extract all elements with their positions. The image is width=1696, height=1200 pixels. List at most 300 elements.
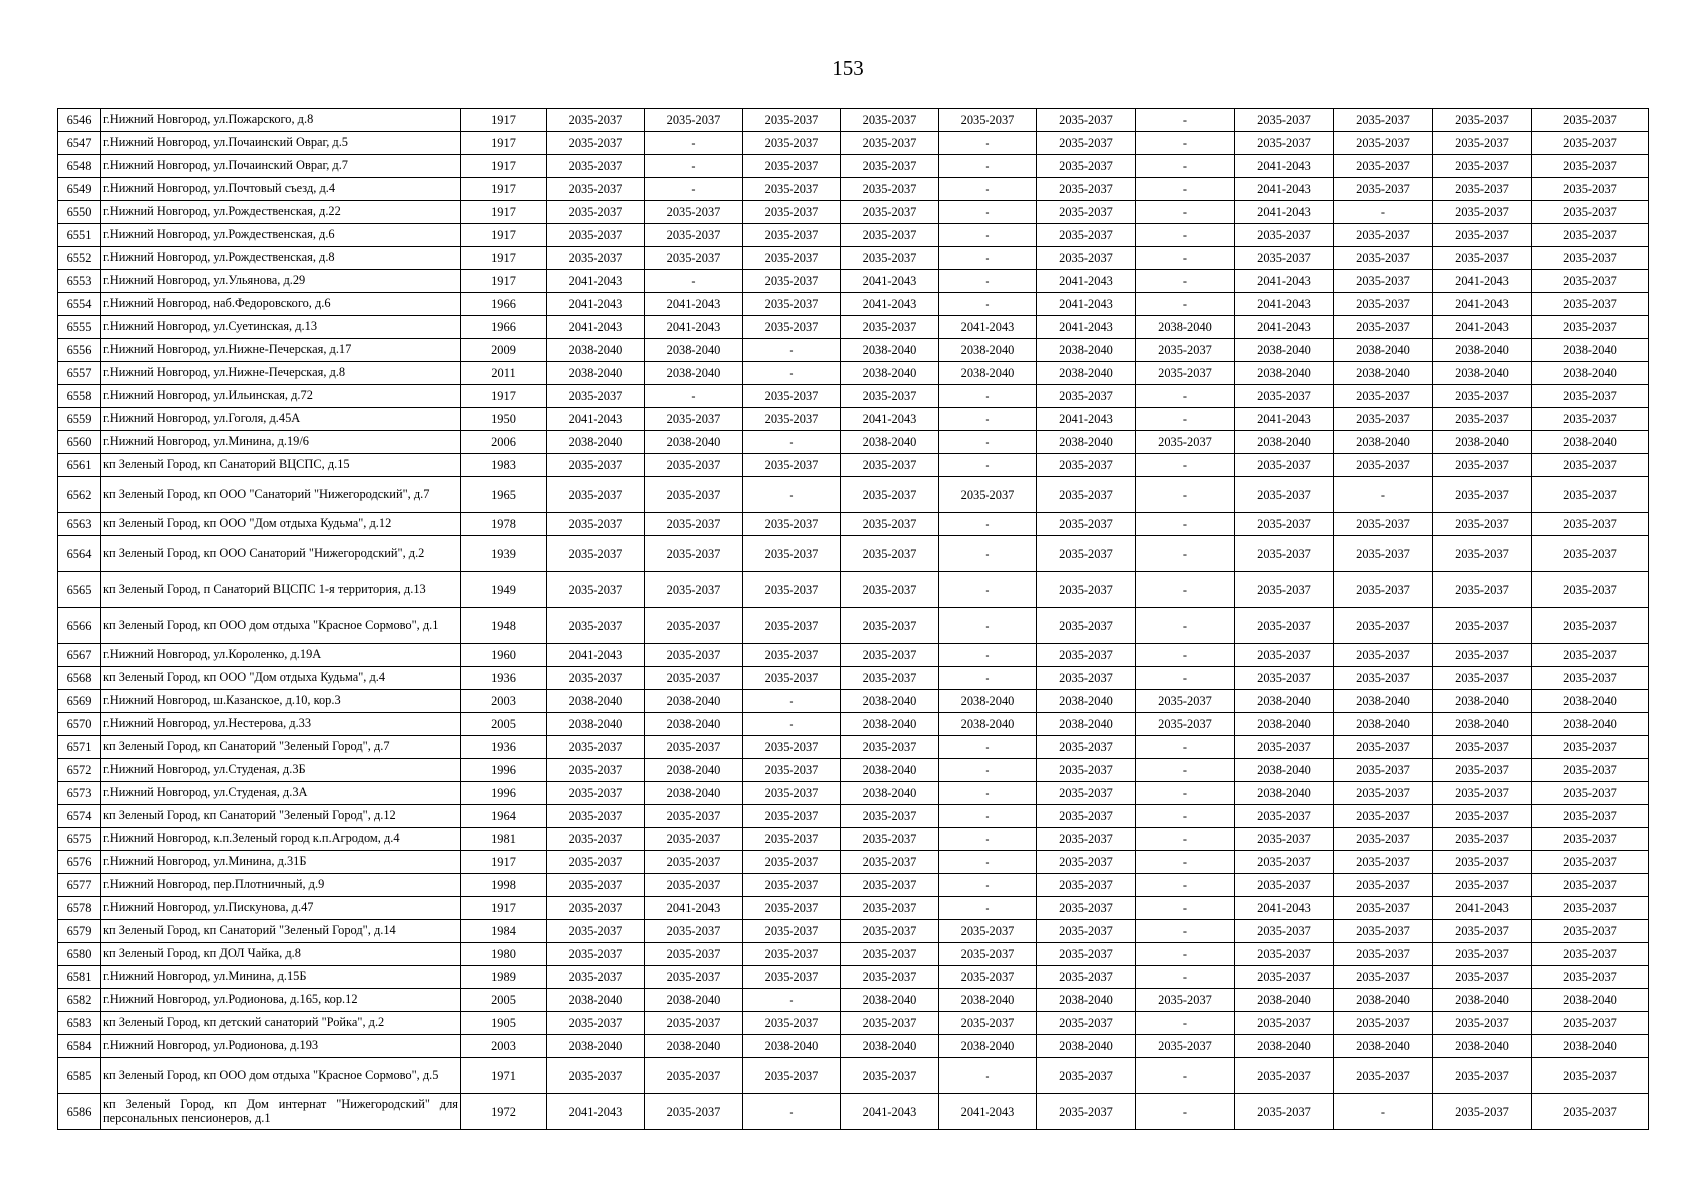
address-cell: г.Нижний Новгород, ул.Гоголя, д.45А <box>101 408 461 431</box>
repair-period-cell: 2035-2037 <box>645 667 743 690</box>
repair-period-cell: - <box>1136 109 1235 132</box>
address-cell: кп Зеленый Город, кп ООО дом отдыха "Красное Сормово", д.1 <box>101 608 461 644</box>
repair-period-cell: 2035-2037 <box>1334 805 1433 828</box>
repair-period-cell: 2035-2037 <box>743 132 841 155</box>
repair-period-cell: - <box>1136 874 1235 897</box>
repair-period-cell: 2035-2037 <box>1235 224 1334 247</box>
repair-period-cell: 2035-2037 <box>1433 536 1532 572</box>
repair-period-cell: 2038-2040 <box>645 782 743 805</box>
year-built-cell: 1905 <box>461 1012 547 1035</box>
table-row <box>58 477 1649 513</box>
year-built-cell: 1917 <box>461 851 547 874</box>
year-built-cell: 1998 <box>461 874 547 897</box>
table-row <box>58 690 1649 713</box>
repair-period-cell: 2035-2037 <box>743 536 841 572</box>
repair-period-cell: 2035-2037 <box>1532 805 1649 828</box>
repair-period-cell: - <box>1136 224 1235 247</box>
year-built-cell: 1936 <box>461 667 547 690</box>
repair-period-cell: 2035-2037 <box>1532 782 1649 805</box>
year-built-cell: 2005 <box>461 989 547 1012</box>
repair-period-cell: 2035-2037 <box>841 572 939 608</box>
repair-period-cell: 2035-2037 <box>1433 782 1532 805</box>
repair-period-cell: 2035-2037 <box>1037 828 1136 851</box>
repair-period-cell: 2038-2040 <box>1334 362 1433 385</box>
row-number-cell: 6559 <box>58 408 101 431</box>
repair-period-cell: 2035-2037 <box>1532 943 1649 966</box>
repair-period-cell: 2035-2037 <box>547 943 645 966</box>
repair-period-cell: 2038-2040 <box>547 431 645 454</box>
repair-period-cell: - <box>939 644 1037 667</box>
repair-period-cell: 2035-2037 <box>1235 874 1334 897</box>
repair-period-cell: 2035-2037 <box>743 897 841 920</box>
repair-period-cell: 2035-2037 <box>1136 362 1235 385</box>
table-row <box>58 759 1649 782</box>
repair-period-cell: - <box>1136 943 1235 966</box>
row-number-cell: 6571 <box>58 736 101 759</box>
table-row <box>58 989 1649 1012</box>
repair-period-cell: 2041-2043 <box>1037 408 1136 431</box>
repair-period-cell: 2038-2040 <box>939 362 1037 385</box>
page-number: 153 <box>832 56 864 80</box>
repair-period-cell: 2035-2037 <box>1037 782 1136 805</box>
repair-period-cell: 2035-2037 <box>1136 431 1235 454</box>
repair-period-cell: 2035-2037 <box>743 408 841 431</box>
row-number-cell: 6578 <box>58 897 101 920</box>
repair-period-cell: 2038-2040 <box>841 339 939 362</box>
repair-period-cell: 2038-2040 <box>1037 339 1136 362</box>
repair-period-cell: 2035-2037 <box>1235 1094 1334 1130</box>
repair-period-cell: 2035-2037 <box>743 293 841 316</box>
row-number-cell: 6551 <box>58 224 101 247</box>
repair-period-cell: 2035-2037 <box>1235 828 1334 851</box>
repair-period-cell: 2035-2037 <box>841 536 939 572</box>
row-number-cell: 6572 <box>58 759 101 782</box>
row-number-cell: 6557 <box>58 362 101 385</box>
year-built-cell: 1983 <box>461 454 547 477</box>
address-cell: г.Нижний Новгород, ул.Пожарского, д.8 <box>101 109 461 132</box>
repair-period-cell: 2035-2037 <box>645 247 743 270</box>
repair-period-cell: 2038-2040 <box>645 362 743 385</box>
repair-period-cell: 2035-2037 <box>1532 644 1649 667</box>
repair-period-cell: 2041-2043 <box>841 1094 939 1130</box>
table-row <box>58 966 1649 989</box>
repair-period-cell: 2035-2037 <box>1532 454 1649 477</box>
table-row <box>58 828 1649 851</box>
repair-period-cell: 2035-2037 <box>1235 477 1334 513</box>
repair-period-cell: 2035-2037 <box>1334 513 1433 536</box>
table-row <box>58 155 1649 178</box>
repair-period-cell: 2035-2037 <box>1433 1094 1532 1130</box>
repair-period-cell: 2035-2037 <box>645 943 743 966</box>
repair-period-cell: 2035-2037 <box>1235 513 1334 536</box>
row-number-cell: 6563 <box>58 513 101 536</box>
repair-period-cell: 2035-2037 <box>1334 132 1433 155</box>
year-built-cell: 2011 <box>461 362 547 385</box>
repair-period-cell: 2035-2037 <box>1433 828 1532 851</box>
address-cell: кп Зеленый Город, кп Дом интернат "Нижегородский" для персональных пенсионеров, д.1 <box>101 1094 461 1130</box>
repair-period-cell: 2035-2037 <box>1334 224 1433 247</box>
repair-period-cell: 2035-2037 <box>645 805 743 828</box>
repair-period-cell: 2038-2040 <box>547 690 645 713</box>
year-built-cell: 2003 <box>461 690 547 713</box>
repair-period-cell: - <box>1136 477 1235 513</box>
repair-period-cell: 2035-2037 <box>645 454 743 477</box>
year-built-cell: 1950 <box>461 408 547 431</box>
address-cell: кп Зеленый Город, кп Санаторий "Зеленый Город", д.7 <box>101 736 461 759</box>
repair-period-cell: 2035-2037 <box>1136 1035 1235 1058</box>
repair-period-cell: 2035-2037 <box>547 874 645 897</box>
repair-period-cell: 2035-2037 <box>1037 608 1136 644</box>
repair-period-cell: 2035-2037 <box>743 224 841 247</box>
table-row <box>58 920 1649 943</box>
repair-period-cell: 2035-2037 <box>1037 943 1136 966</box>
repair-period-cell: 2035-2037 <box>547 572 645 608</box>
address-cell: кп Зеленый Город, кп ДОЛ Чайка, д.8 <box>101 943 461 966</box>
year-built-cell: 1936 <box>461 736 547 759</box>
row-number-cell: 6564 <box>58 536 101 572</box>
repair-period-cell: 2035-2037 <box>743 943 841 966</box>
repair-period-cell: 2035-2037 <box>1334 920 1433 943</box>
repair-period-cell: 2035-2037 <box>1532 667 1649 690</box>
address-cell: г.Нижний Новгород, пер.Плотничный, д.9 <box>101 874 461 897</box>
repair-period-cell: 2035-2037 <box>743 316 841 339</box>
table-row <box>58 316 1649 339</box>
repair-period-cell: 2038-2040 <box>1334 1035 1433 1058</box>
repair-period-cell: - <box>939 874 1037 897</box>
repair-period-cell: - <box>939 132 1037 155</box>
repair-period-cell: 2035-2037 <box>1334 536 1433 572</box>
repair-period-cell: 2035-2037 <box>1433 178 1532 201</box>
repair-period-cell: 2035-2037 <box>1334 644 1433 667</box>
repair-period-cell: - <box>1136 736 1235 759</box>
repair-period-cell: 2035-2037 <box>1334 736 1433 759</box>
repair-period-cell: - <box>645 385 743 408</box>
repair-period-cell: 2035-2037 <box>743 644 841 667</box>
repair-period-cell: - <box>645 178 743 201</box>
repair-period-cell: 2035-2037 <box>743 513 841 536</box>
repair-period-cell: - <box>939 431 1037 454</box>
repair-period-cell: 2035-2037 <box>1532 408 1649 431</box>
repair-period-cell: 2035-2037 <box>1334 247 1433 270</box>
repair-period-cell: 2035-2037 <box>1532 247 1649 270</box>
repair-period-cell: 2035-2037 <box>645 1058 743 1094</box>
repair-period-cell: 2038-2040 <box>939 713 1037 736</box>
repair-period-cell: 2035-2037 <box>1136 713 1235 736</box>
repair-period-cell: 2035-2037 <box>1037 966 1136 989</box>
repair-period-cell: 2035-2037 <box>1037 572 1136 608</box>
repair-period-cell: 2035-2037 <box>547 155 645 178</box>
address-cell: кп Зеленый Город, кп Санаторий ВЦСПС, д.15 <box>101 454 461 477</box>
table-row <box>58 339 1649 362</box>
repair-period-cell: 2038-2040 <box>1433 690 1532 713</box>
year-built-cell: 1966 <box>461 293 547 316</box>
repair-period-cell: 2035-2037 <box>1037 1094 1136 1130</box>
repair-period-cell: 2035-2037 <box>547 897 645 920</box>
repair-period-cell: - <box>939 224 1037 247</box>
repair-period-cell: - <box>1136 759 1235 782</box>
repair-period-cell: 2035-2037 <box>1334 454 1433 477</box>
repair-period-cell: - <box>939 897 1037 920</box>
repair-period-cell: 2035-2037 <box>1433 1012 1532 1035</box>
repair-period-cell: 2035-2037 <box>1433 408 1532 431</box>
repair-period-cell: 2035-2037 <box>1235 1058 1334 1094</box>
repair-period-cell: 2035-2037 <box>1235 572 1334 608</box>
repair-period-cell: 2035-2037 <box>645 644 743 667</box>
repair-period-cell: 2035-2037 <box>743 109 841 132</box>
repair-period-cell: 2038-2040 <box>841 759 939 782</box>
table-row <box>58 454 1649 477</box>
repair-period-cell: 2035-2037 <box>1235 385 1334 408</box>
repair-period-cell: 2035-2037 <box>1334 178 1433 201</box>
repair-period-cell: 2041-2043 <box>1235 293 1334 316</box>
repair-period-cell: 2035-2037 <box>1136 690 1235 713</box>
year-built-cell: 1980 <box>461 943 547 966</box>
table-row <box>58 1035 1649 1058</box>
repair-period-cell: 2035-2037 <box>547 759 645 782</box>
row-number-cell: 6560 <box>58 431 101 454</box>
repair-period-cell: 2035-2037 <box>1532 897 1649 920</box>
row-number-cell: 6579 <box>58 920 101 943</box>
repair-period-cell: 2035-2037 <box>743 572 841 608</box>
year-built-cell: 1917 <box>461 247 547 270</box>
repair-period-cell: 2035-2037 <box>547 224 645 247</box>
repair-period-cell: 2035-2037 <box>547 385 645 408</box>
repair-period-cell: 2035-2037 <box>1433 247 1532 270</box>
repair-period-cell: 2035-2037 <box>1433 201 1532 224</box>
repair-period-cell: 2035-2037 <box>743 667 841 690</box>
repair-period-cell: 2041-2043 <box>547 1094 645 1130</box>
table-row <box>58 572 1649 608</box>
repair-period-cell: 2035-2037 <box>841 920 939 943</box>
repair-period-cell: 2035-2037 <box>743 759 841 782</box>
repair-period-cell: 2035-2037 <box>841 155 939 178</box>
table-row <box>58 943 1649 966</box>
address-cell: г.Нижний Новгород, ул.Ульянова, д.29 <box>101 270 461 293</box>
repair-period-cell: - <box>939 270 1037 293</box>
repair-period-cell: 2038-2040 <box>1334 690 1433 713</box>
repair-period-cell: 2035-2037 <box>1532 1012 1649 1035</box>
address-cell: г.Нижний Новгород, ул.Родионова, д.193 <box>101 1035 461 1058</box>
repair-period-cell: 2041-2043 <box>645 293 743 316</box>
repair-period-cell: 2035-2037 <box>1334 874 1433 897</box>
repair-period-cell: - <box>1136 782 1235 805</box>
repair-period-cell: 2035-2037 <box>743 155 841 178</box>
repair-period-cell: 2035-2037 <box>1037 644 1136 667</box>
repair-period-cell: 2038-2040 <box>841 713 939 736</box>
year-built-cell: 1964 <box>461 805 547 828</box>
row-number-cell: 6546 <box>58 109 101 132</box>
repair-period-cell: 2035-2037 <box>841 1058 939 1094</box>
year-built-cell: 1989 <box>461 966 547 989</box>
repair-period-cell: - <box>939 408 1037 431</box>
repair-period-cell: 2035-2037 <box>1532 178 1649 201</box>
repair-period-cell: 2035-2037 <box>1532 316 1649 339</box>
repair-period-cell: - <box>939 155 1037 178</box>
repair-period-cell: 2035-2037 <box>743 782 841 805</box>
repair-period-cell: 2035-2037 <box>1334 759 1433 782</box>
repair-period-cell: 2035-2037 <box>645 1012 743 1035</box>
repair-period-cell: - <box>645 155 743 178</box>
repair-period-cell: - <box>1136 1094 1235 1130</box>
year-built-cell: 2005 <box>461 713 547 736</box>
repair-period-cell: 2038-2040 <box>1334 989 1433 1012</box>
repair-period-cell: 2035-2037 <box>645 851 743 874</box>
table-row <box>58 224 1649 247</box>
repair-period-cell: 2035-2037 <box>1532 155 1649 178</box>
repair-period-cell: 2041-2043 <box>1433 316 1532 339</box>
row-number-cell: 6570 <box>58 713 101 736</box>
repair-period-cell: - <box>1136 608 1235 644</box>
repair-period-cell: 2035-2037 <box>1532 1058 1649 1094</box>
repair-period-cell: - <box>1136 667 1235 690</box>
repair-period-cell: 2035-2037 <box>1334 1058 1433 1094</box>
repair-period-cell: 2035-2037 <box>1037 132 1136 155</box>
repair-period-cell: 2035-2037 <box>1037 805 1136 828</box>
repair-period-cell: 2035-2037 <box>1433 608 1532 644</box>
year-built-cell: 1917 <box>461 897 547 920</box>
repair-period-cell: - <box>1136 897 1235 920</box>
address-cell: г.Нижний Новгород, ул.Минина, д.15Б <box>101 966 461 989</box>
repair-period-cell: 2038-2040 <box>1532 339 1649 362</box>
repair-period-cell: 2035-2037 <box>1334 851 1433 874</box>
repair-period-cell: 2041-2043 <box>1037 293 1136 316</box>
repair-period-cell: - <box>1136 572 1235 608</box>
table-row <box>58 362 1649 385</box>
row-number-cell: 6567 <box>58 644 101 667</box>
repair-period-cell: 2035-2037 <box>547 828 645 851</box>
repair-period-cell: 2038-2040 <box>1235 713 1334 736</box>
repair-period-cell: 2035-2037 <box>1433 966 1532 989</box>
repair-period-cell: 2038-2040 <box>1334 339 1433 362</box>
repair-period-cell: 2038-2040 <box>1532 690 1649 713</box>
repair-period-cell: 2035-2037 <box>1037 759 1136 782</box>
repair-period-cell: 2035-2037 <box>1235 1012 1334 1035</box>
row-number-cell: 6549 <box>58 178 101 201</box>
repair-period-cell: 2038-2040 <box>841 782 939 805</box>
repair-period-cell: - <box>1136 966 1235 989</box>
repair-period-cell: 2035-2037 <box>841 851 939 874</box>
year-built-cell: 2003 <box>461 1035 547 1058</box>
repair-period-cell: 2035-2037 <box>1433 132 1532 155</box>
repair-period-cell: 2035-2037 <box>743 247 841 270</box>
repair-period-cell: - <box>1136 920 1235 943</box>
repair-period-cell: 2035-2037 <box>743 454 841 477</box>
repair-period-cell: 2035-2037 <box>1037 1012 1136 1035</box>
repair-period-cell: 2038-2040 <box>1334 431 1433 454</box>
repair-period-cell: 2038-2040 <box>841 431 939 454</box>
year-built-cell: 1965 <box>461 477 547 513</box>
table-row <box>58 178 1649 201</box>
table-row <box>58 805 1649 828</box>
repair-period-cell: 2035-2037 <box>1136 339 1235 362</box>
repair-period-cell: 2038-2040 <box>1433 989 1532 1012</box>
repair-period-cell: 2038-2040 <box>1037 690 1136 713</box>
table-row <box>58 132 1649 155</box>
repair-period-cell: 2035-2037 <box>743 608 841 644</box>
repair-period-cell: - <box>939 536 1037 572</box>
repair-period-cell: 2035-2037 <box>1532 224 1649 247</box>
row-number-cell: 6558 <box>58 385 101 408</box>
table-row <box>58 782 1649 805</box>
repair-period-cell: 2035-2037 <box>743 201 841 224</box>
repair-period-cell: - <box>939 385 1037 408</box>
repair-period-cell: 2038-2040 <box>1433 362 1532 385</box>
repair-period-cell: - <box>1136 155 1235 178</box>
repair-period-cell: 2041-2043 <box>841 293 939 316</box>
repair-period-cell: 2035-2037 <box>1433 385 1532 408</box>
address-cell: г.Нижний Новгород, ул.Почаинский Овраг, д.5 <box>101 132 461 155</box>
repair-period-cell: - <box>939 247 1037 270</box>
repair-period-cell: - <box>1136 805 1235 828</box>
table-row <box>58 1058 1649 1094</box>
repair-period-cell: 2035-2037 <box>1532 1094 1649 1130</box>
repair-period-cell: 2035-2037 <box>1334 316 1433 339</box>
repair-period-cell: - <box>939 667 1037 690</box>
repair-period-cell: 2035-2037 <box>841 805 939 828</box>
repair-period-cell: 2035-2037 <box>547 1012 645 1035</box>
repair-period-cell: - <box>939 759 1037 782</box>
repair-period-cell: 2041-2043 <box>547 270 645 293</box>
row-number-cell: 6574 <box>58 805 101 828</box>
repair-period-cell: - <box>939 454 1037 477</box>
repair-period-cell: 2041-2043 <box>939 316 1037 339</box>
repair-period-cell: 2035-2037 <box>1433 477 1532 513</box>
table-row <box>58 513 1649 536</box>
table-row <box>58 270 1649 293</box>
repair-period-cell: 2038-2040 <box>1433 431 1532 454</box>
repair-period-cell: 2035-2037 <box>841 178 939 201</box>
row-number-cell: 6576 <box>58 851 101 874</box>
repair-period-cell: 2035-2037 <box>1532 874 1649 897</box>
repair-period-cell: 2038-2040 <box>1433 713 1532 736</box>
row-number-cell: 6586 <box>58 1094 101 1130</box>
repair-period-cell: 2041-2043 <box>1433 293 1532 316</box>
repair-period-cell: 2035-2037 <box>743 385 841 408</box>
repair-period-cell: - <box>1136 408 1235 431</box>
repair-period-cell: 2035-2037 <box>1037 851 1136 874</box>
repair-period-cell: 2038-2040 <box>1235 362 1334 385</box>
year-built-cell: 1949 <box>461 572 547 608</box>
repair-period-cell: 2035-2037 <box>1037 920 1136 943</box>
repair-period-cell: - <box>939 293 1037 316</box>
repair-period-cell: 2038-2040 <box>547 339 645 362</box>
repair-period-cell: 2038-2040 <box>841 690 939 713</box>
repair-period-cell: 2035-2037 <box>1433 155 1532 178</box>
repair-period-cell: 2035-2037 <box>547 805 645 828</box>
repair-period-cell: - <box>1136 851 1235 874</box>
repair-period-cell: 2038-2040 <box>1532 713 1649 736</box>
repair-period-cell: 2035-2037 <box>841 385 939 408</box>
repair-period-cell: - <box>939 805 1037 828</box>
year-built-cell: 1917 <box>461 155 547 178</box>
repair-period-cell: 2038-2040 <box>1235 690 1334 713</box>
row-number-cell: 6584 <box>58 1035 101 1058</box>
address-cell: кп Зеленый Город, кп ООО "Дом отдыха Кудьма", д.12 <box>101 513 461 536</box>
repair-period-cell: 2035-2037 <box>841 736 939 759</box>
repair-period-cell: 2035-2037 <box>547 201 645 224</box>
year-built-cell: 1978 <box>461 513 547 536</box>
repair-period-cell: 2035-2037 <box>1334 109 1433 132</box>
repair-period-cell: 2041-2043 <box>1037 316 1136 339</box>
table-row <box>58 293 1649 316</box>
repair-period-cell: 2035-2037 <box>547 920 645 943</box>
repair-period-cell: - <box>1136 270 1235 293</box>
year-built-cell: 1917 <box>461 109 547 132</box>
repair-period-cell: 2035-2037 <box>547 736 645 759</box>
year-built-cell: 1917 <box>461 224 547 247</box>
row-number-cell: 6553 <box>58 270 101 293</box>
repair-period-cell: 2035-2037 <box>1433 736 1532 759</box>
